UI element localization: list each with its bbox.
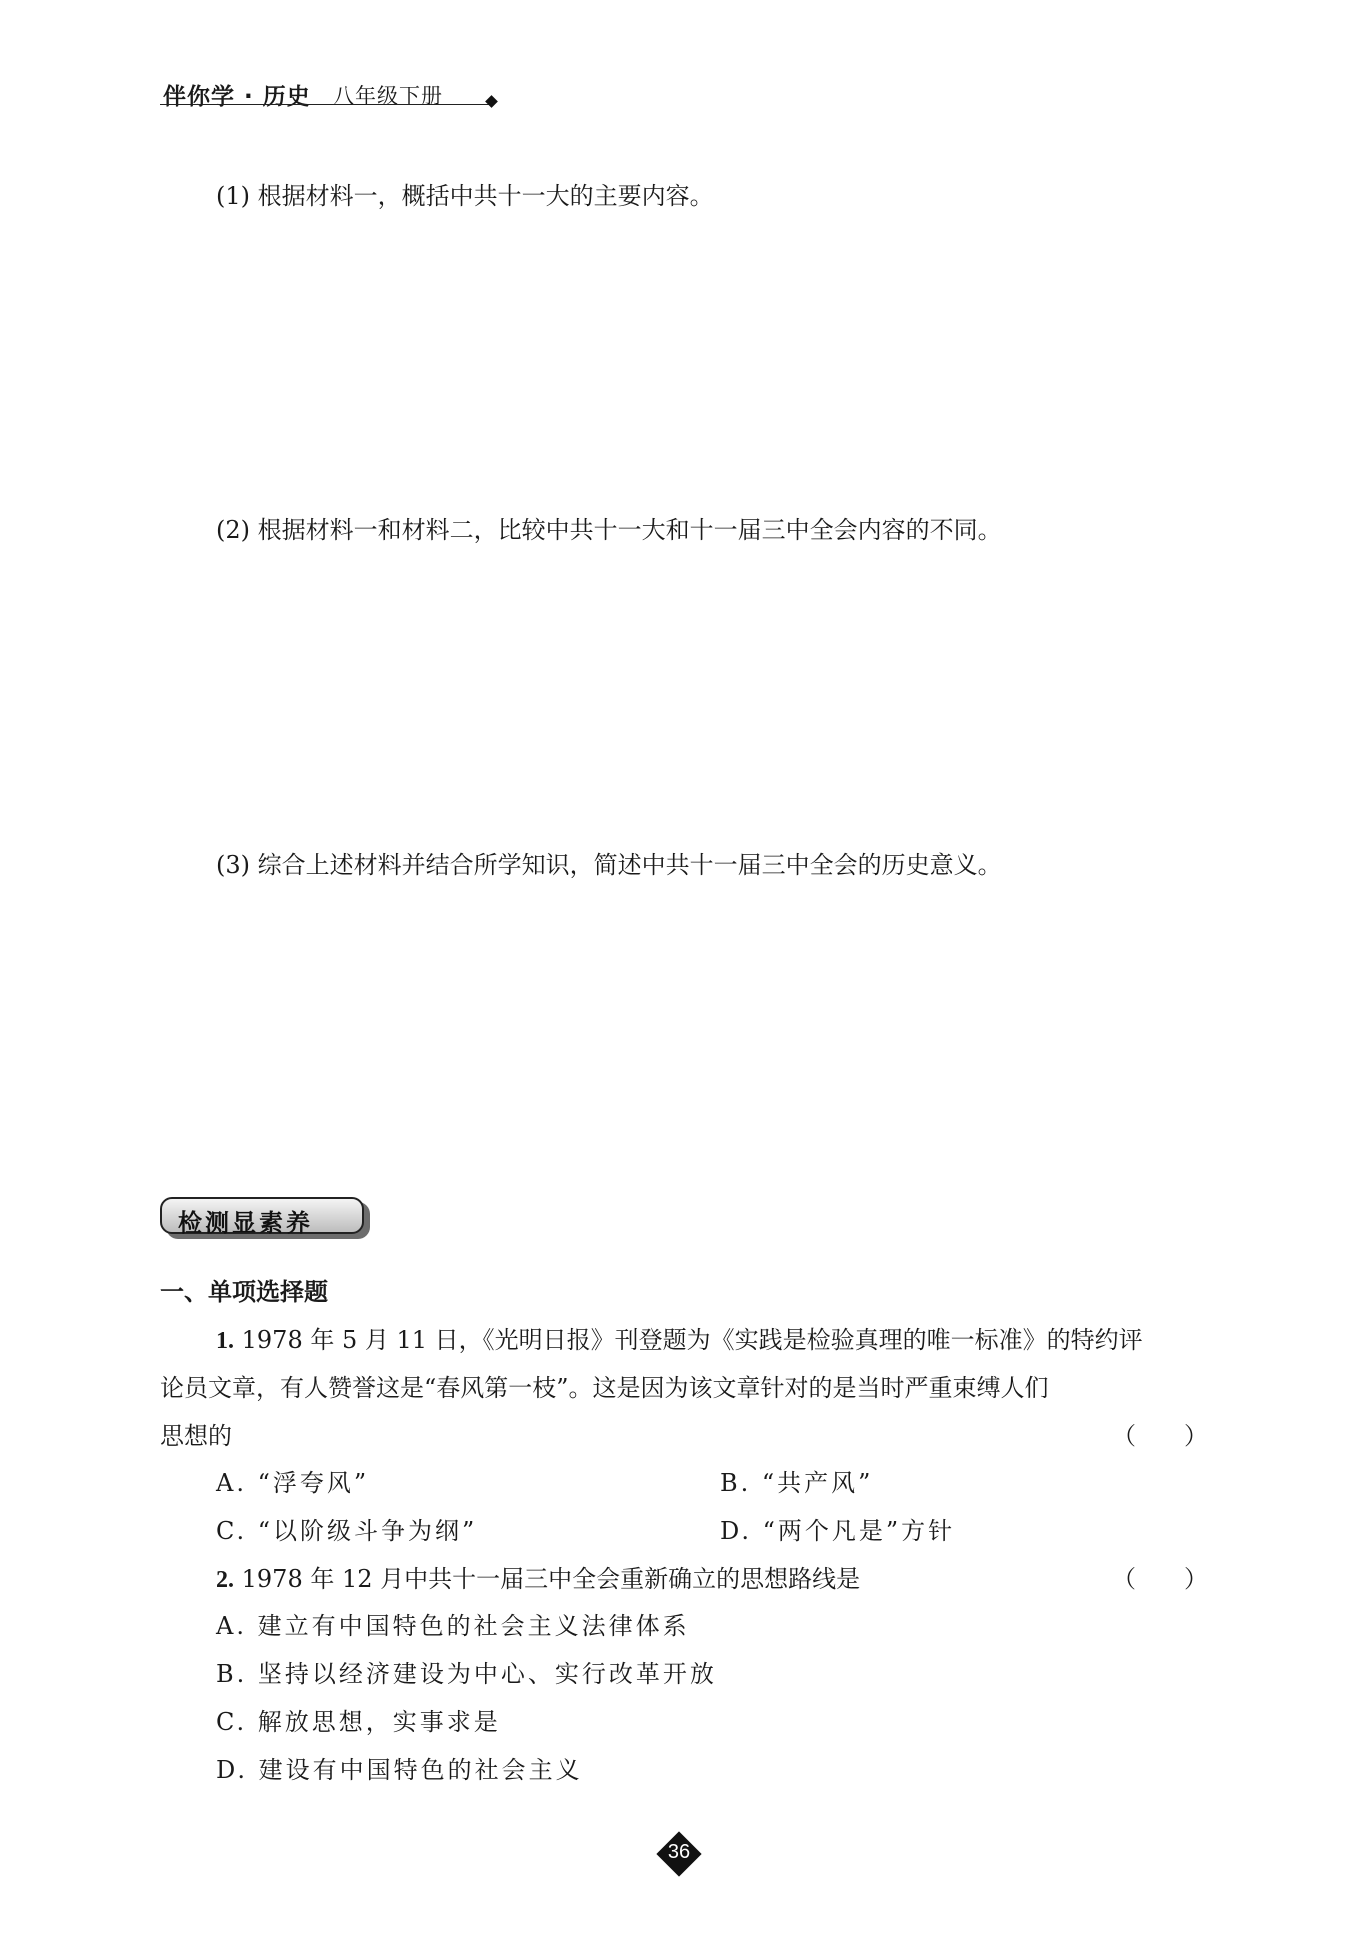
- question-2: (2) 根据材料一和材料二，比较中共十一大和十一届三中全会内容的不同。: [216, 516, 1002, 544]
- item-1-line-3: 思想的: [160, 1422, 232, 1450]
- book-title: 伴你学 · 历史: [163, 84, 311, 110]
- item-1-line-1: [216, 1320, 1143, 1355]
- page-number: 36: [667, 1841, 691, 1863]
- item-1-option-a: A. “浮夸风”: [216, 1469, 370, 1497]
- banner-body: [160, 1197, 364, 1237]
- item-2-option-a: A. 建立有中国特色的社会主义法律体系: [216, 1612, 690, 1640]
- header-diamond-icon: [485, 95, 498, 108]
- page-number-badge: [657, 1832, 701, 1876]
- item-1-number: 1.: [216, 1328, 234, 1354]
- header-rule: [160, 104, 490, 105]
- item-1-option-d: D. “两个凡是”方针: [720, 1517, 956, 1545]
- question-3: (3) 综合上述材料并结合所学知识，简述中共十一届三中全会的历史意义。: [216, 851, 1002, 879]
- item-2-line-1: [216, 1559, 860, 1594]
- item-1-option-c: C. “以阶级斗争为纲”: [216, 1517, 478, 1545]
- banner-label: 检测显素养: [178, 1209, 313, 1237]
- item-2-text-1: 1978 年 12 月中共十一届三中全会重新确立的思想路线是: [241, 1565, 861, 1593]
- item-2-option-d: D. 建设有中国特色的社会主义: [216, 1756, 583, 1784]
- item-1-option-b: B. “共产风”: [720, 1469, 874, 1497]
- item-2-option-b: B. 坚持以经济建设为中心、实行改革开放: [216, 1660, 717, 1688]
- item-1-line-2: 论员文章，有人赞誉这是“春风第一枝”。这是因为该文章针对的是当时严重束缚人们: [160, 1374, 1049, 1402]
- item-1-answer-paren: （ ）: [1112, 1422, 1208, 1450]
- section-banner: [160, 1197, 370, 1239]
- item-1-text-1: 1978 年 5 月 11 日，《光明日报》刊登题为《实践是检验真理的唯一标准》的特约评: [241, 1326, 1143, 1354]
- item-2-answer-paren: （ ）: [1112, 1565, 1208, 1593]
- question-1: (1) 根据材料一，概括中共十一大的主要内容。: [216, 182, 714, 210]
- item-2-number: 2.: [216, 1567, 234, 1593]
- book-grade: 八年级下册: [333, 84, 443, 108]
- item-2-option-c: C. 解放思想，实事求是: [216, 1708, 501, 1736]
- section-title: 一、单项选择题: [160, 1278, 328, 1306]
